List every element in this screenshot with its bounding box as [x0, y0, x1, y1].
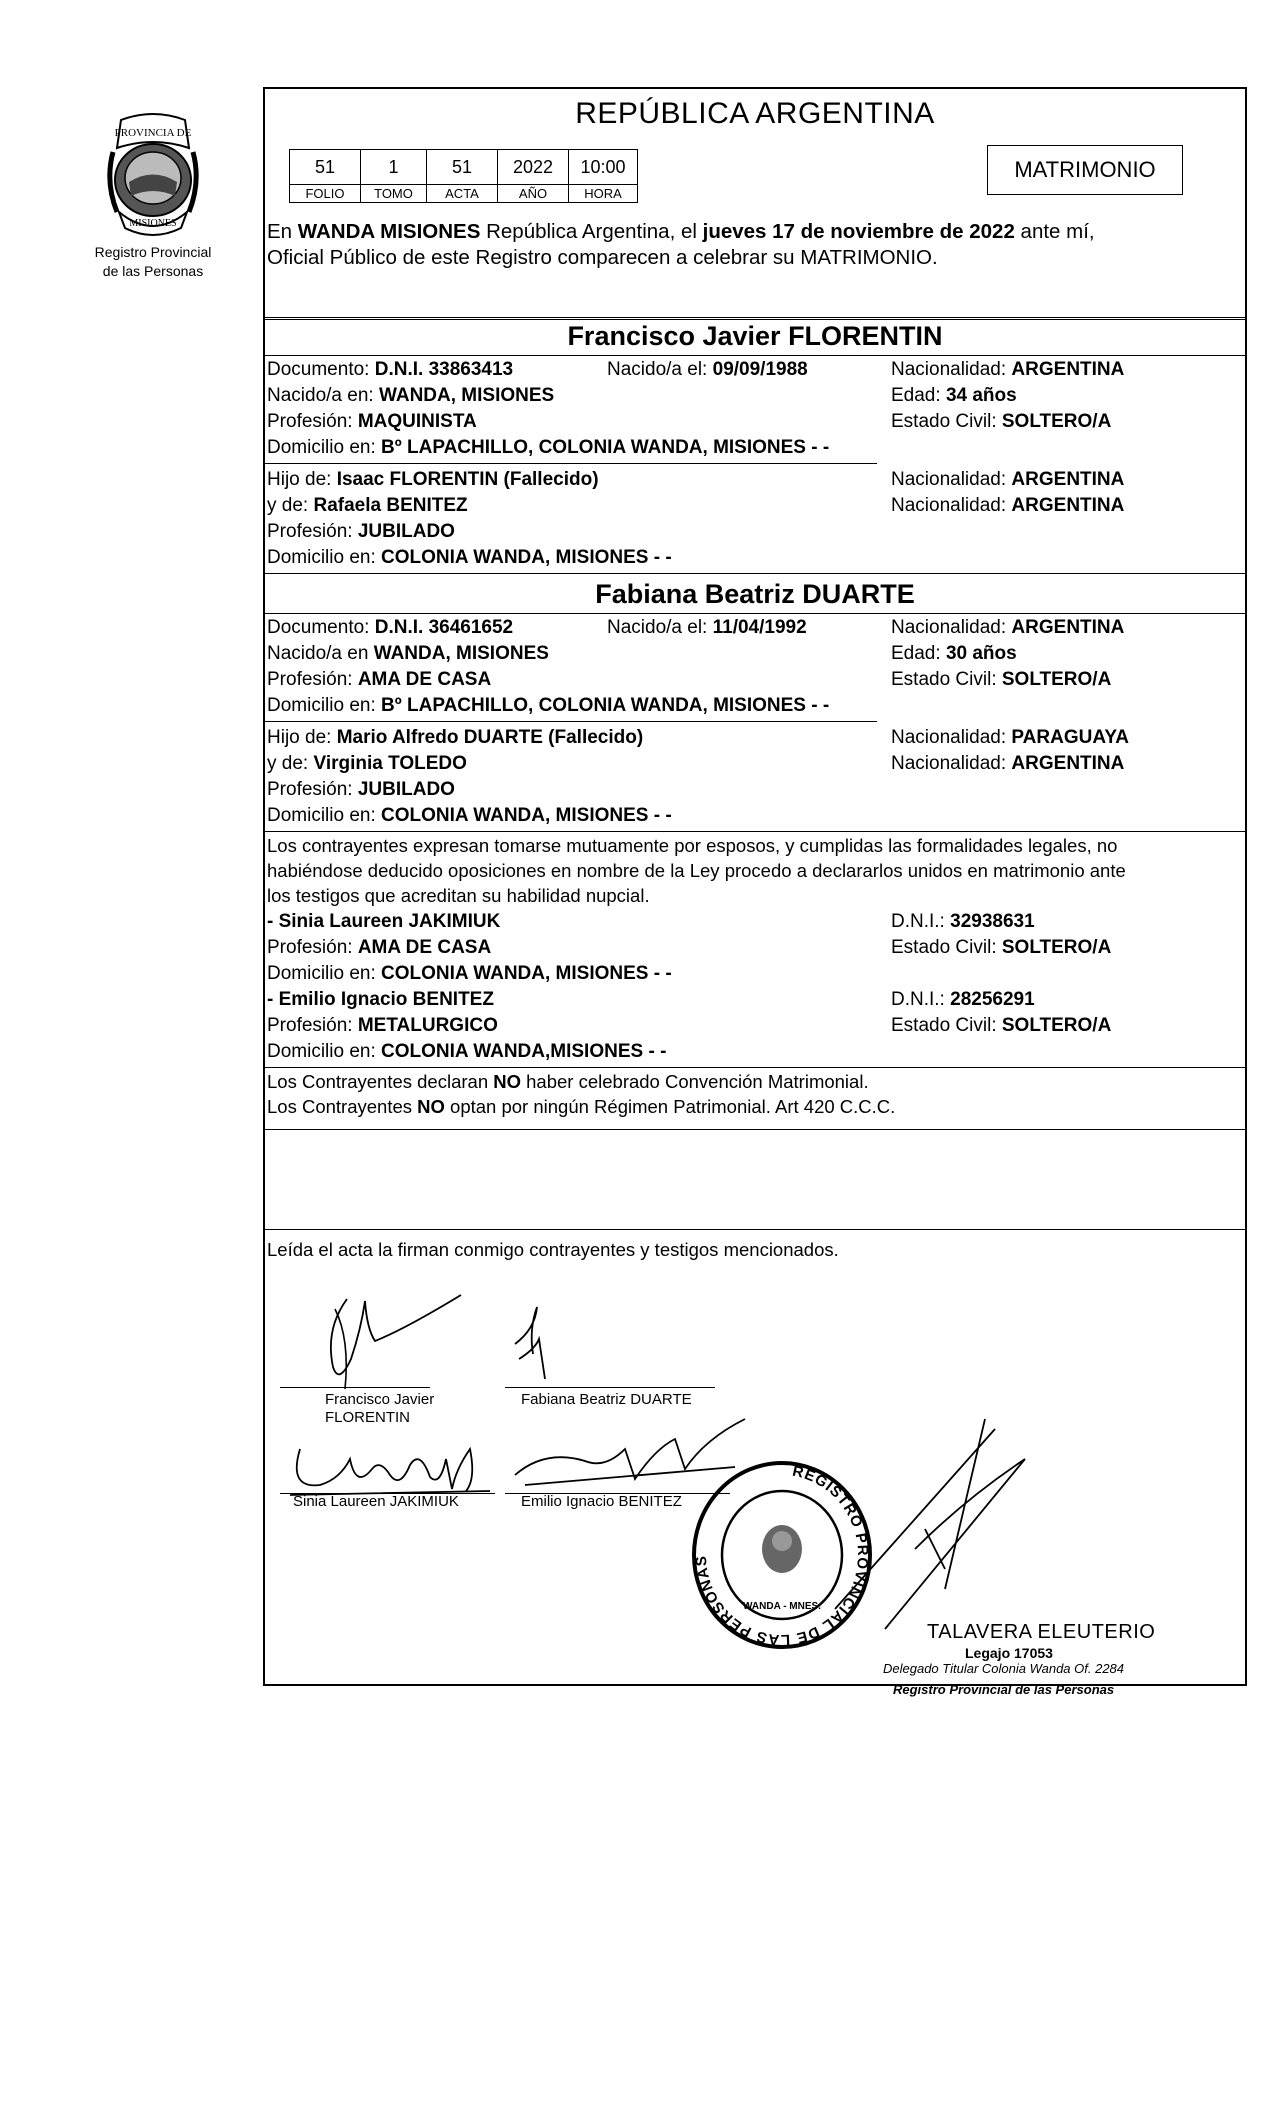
spouse-2-name: Fabiana Beatriz DUARTE	[595, 579, 915, 609]
divider	[265, 1067, 1245, 1068]
anio-label: AÑO	[498, 185, 569, 203]
official-registry: Registro Provincial de las Personas	[893, 1682, 1115, 1697]
witness-2-address: Domicilio en: COLONIA WANDA,MISIONES - -	[267, 1041, 667, 1062]
spouse-1-profession: Profesión: MAQUINISTA	[267, 411, 477, 432]
spouse-2-mother-nationality: Nacionalidad: ARGENTINA	[891, 753, 1125, 774]
spouse-1-name: Francisco Javier FLORENTIN	[567, 321, 943, 351]
act-type-box: MATRIMONIO	[987, 145, 1183, 195]
spouse-2-nationality: Nacionalidad: ARGENTINA	[891, 617, 1125, 638]
svg-text:REGISTRO PROVINCIAL DE LAS PER: REGISTRO PROVINCIAL DE LAS PERSONAS	[692, 1462, 872, 1649]
spouse-2-parents-profession: Profesión: JUBILADO	[267, 779, 455, 800]
spouse-1-father: Hijo de: Isaac FLORENTIN (Fallecido)	[267, 469, 599, 490]
logo-caption-line-1: Registro Provincial	[94, 244, 212, 260]
intro-paragraph: En WANDA MISIONES República Argentina, el jueves 17 de noviembre de 2022 ante mí, Oficial Público de este Registro comparecen a celebrar su MATRIMONIO.	[267, 220, 1095, 269]
spouse-2-father-nationality: Nacionalidad: PARAGUAYA	[891, 727, 1129, 748]
witness-2-civil-status: Estado Civil: SOLTERO/A	[891, 1015, 1112, 1036]
svg-text:MISIONES: MISIONES	[129, 218, 177, 229]
signer-3-name: Sinia Laureen JAKIMIUK	[293, 1493, 459, 1510]
acta-value: 51	[427, 150, 498, 185]
spouse-1-address: Domicilio en: Bº LAPACHILLO, COLONIA WANDA, MISIONES - -	[267, 437, 830, 458]
divider	[265, 1129, 1245, 1130]
svg-text:PROVINCIA DE: PROVINCIA DE	[114, 127, 192, 139]
signer-4-name: Emilio Ignacio BENITEZ	[521, 1493, 682, 1510]
witness-1-civil-status: Estado Civil: SOLTERO/A	[891, 937, 1112, 958]
spouse-1-nationality: Nacionalidad: ARGENTINA	[891, 359, 1125, 380]
svg-text:WANDA - MNES.: WANDA - MNES.	[743, 1601, 821, 1612]
divider	[265, 573, 1245, 574]
spouse-2-civil-status: Estado Civil: SOLTERO/A	[891, 669, 1112, 690]
divider	[265, 463, 877, 464]
spouse-1-document: Documento: D.N.I. 33863413	[267, 359, 514, 380]
spouse-2-birthplace: Nacido/a en WANDA, MISIONES	[267, 643, 549, 664]
signature-francisco	[305, 1289, 475, 1399]
witness-2-profession: Profesión: METALURGICO	[267, 1015, 498, 1036]
folio-label: FOLIO	[290, 185, 361, 203]
spouse-1-mother-nationality: Nacionalidad: ARGENTINA	[891, 495, 1125, 516]
document-title: REPÚBLICA ARGENTINA	[575, 97, 935, 130]
signer-2-name: Fabiana Beatriz DUARTE	[521, 1391, 692, 1408]
tomo-label: TOMO	[361, 185, 427, 203]
signature-line	[280, 1387, 430, 1388]
spouse-2-age: Edad: 30 años	[891, 643, 1017, 664]
witness-1-profession: Profesión: AMA DE CASA	[267, 937, 492, 958]
intro-place: WANDA MISIONES	[297, 220, 481, 243]
spouse-2-profession: Profesión: AMA DE CASA	[267, 669, 492, 690]
spouse-2-document: Documento: D.N.I. 36461652	[267, 617, 514, 638]
signature-line	[505, 1387, 715, 1388]
witness-1-address: Domicilio en: COLONIA WANDA, MISIONES - -	[267, 963, 672, 984]
divider	[265, 613, 1245, 614]
divider	[265, 355, 1245, 356]
registry-numbers-table	[289, 149, 638, 203]
spouse-2-mother: y de: Virginia TOLEDO	[267, 753, 467, 774]
spouse-1-birthplace: Nacido/a en: WANDA, MISIONES	[267, 385, 555, 406]
official-signature	[825, 1399, 1035, 1649]
witness-2-dni: D.N.I.: 28256291	[891, 989, 1035, 1010]
signer-1-name: Francisco Javier FLORENTIN	[325, 1391, 435, 1426]
marriage-certificate	[263, 87, 1247, 1697]
witness-2-name: - Emilio Ignacio BENITEZ	[267, 989, 494, 1010]
spouse-1-mother: y de: Rafaela BENITEZ	[267, 495, 468, 516]
spouse-1-father-nationality: Nacionalidad: ARGENTINA	[891, 469, 1125, 490]
spouse-2-father: Hijo de: Mario Alfredo DUARTE (Fallecido)	[267, 727, 644, 748]
intro-date: jueves 17 de noviembre de 2022	[702, 220, 1015, 243]
folio-value: 51	[290, 150, 361, 185]
spouse-1-parents-profession: Profesión: JUBILADO	[267, 521, 455, 542]
official-legajo: Legajo 17053	[965, 1645, 1053, 1661]
divider	[265, 317, 1245, 318]
divider	[265, 721, 877, 722]
official-position: Delegado Titular Colonia Wanda Of. 2284	[883, 1661, 1125, 1676]
logo-caption-line-2: de las Personas	[102, 263, 204, 279]
divider	[265, 319, 1245, 320]
province-seal-icon	[101, 112, 205, 242]
official-name: TALAVERA ELEUTERIO	[927, 1621, 1156, 1643]
declaration-paragraph: Los contrayentes expresan tomarse mutuamente por esposos, y cumplidas las formalidades legales, no habiéndose deducido oposiciones en nombre de la Ley procedo a declararlos unidos en matrimonio ante los testigos que acreditan su habilidad nupcial.	[267, 835, 1126, 906]
closing-statement: Leída el acta la firman conmigo contrayentes y testigos mencionados.	[267, 1239, 839, 1260]
witness-1-dni: D.N.I.: 32938631	[891, 911, 1035, 932]
spouse-1-parents-address: Domicilio en: COLONIA WANDA, MISIONES - -	[267, 547, 672, 568]
spouse-2-address: Domicilio en: Bº LAPACHILLO, COLONIA WANDA, MISIONES - -	[267, 695, 830, 716]
convention-paragraph: Los Contrayentes declaran NO haber celebrado Convención Matrimonial. Los Contrayentes NO optan por ningún Régimen Patrimonial. Art 420 C.C.C.	[267, 1071, 896, 1117]
registry-logo	[88, 112, 218, 292]
hora-label: HORA	[569, 185, 638, 203]
divider	[265, 831, 1245, 832]
spouse-1-age: Edad: 34 años	[891, 385, 1017, 406]
spouse-1-birthdate: Nacido/a el: 09/09/1988	[607, 359, 808, 380]
spouse-2-birthdate: Nacido/a el: 11/04/1992	[607, 617, 807, 638]
tomo-value: 1	[361, 150, 427, 185]
spouse-2-parents-address: Domicilio en: COLONIA WANDA, MISIONES - -	[267, 805, 672, 826]
divider	[265, 1229, 1245, 1230]
signature-fabiana	[505, 1299, 565, 1389]
witness-1-name: - Sinia Laureen JAKIMIUK	[267, 911, 501, 932]
acta-label: ACTA	[427, 185, 498, 203]
anio-value: 2022	[498, 150, 569, 185]
spouse-1-civil-status: Estado Civil: SOLTERO/A	[891, 411, 1112, 432]
hora-value: 10:00	[569, 150, 638, 185]
